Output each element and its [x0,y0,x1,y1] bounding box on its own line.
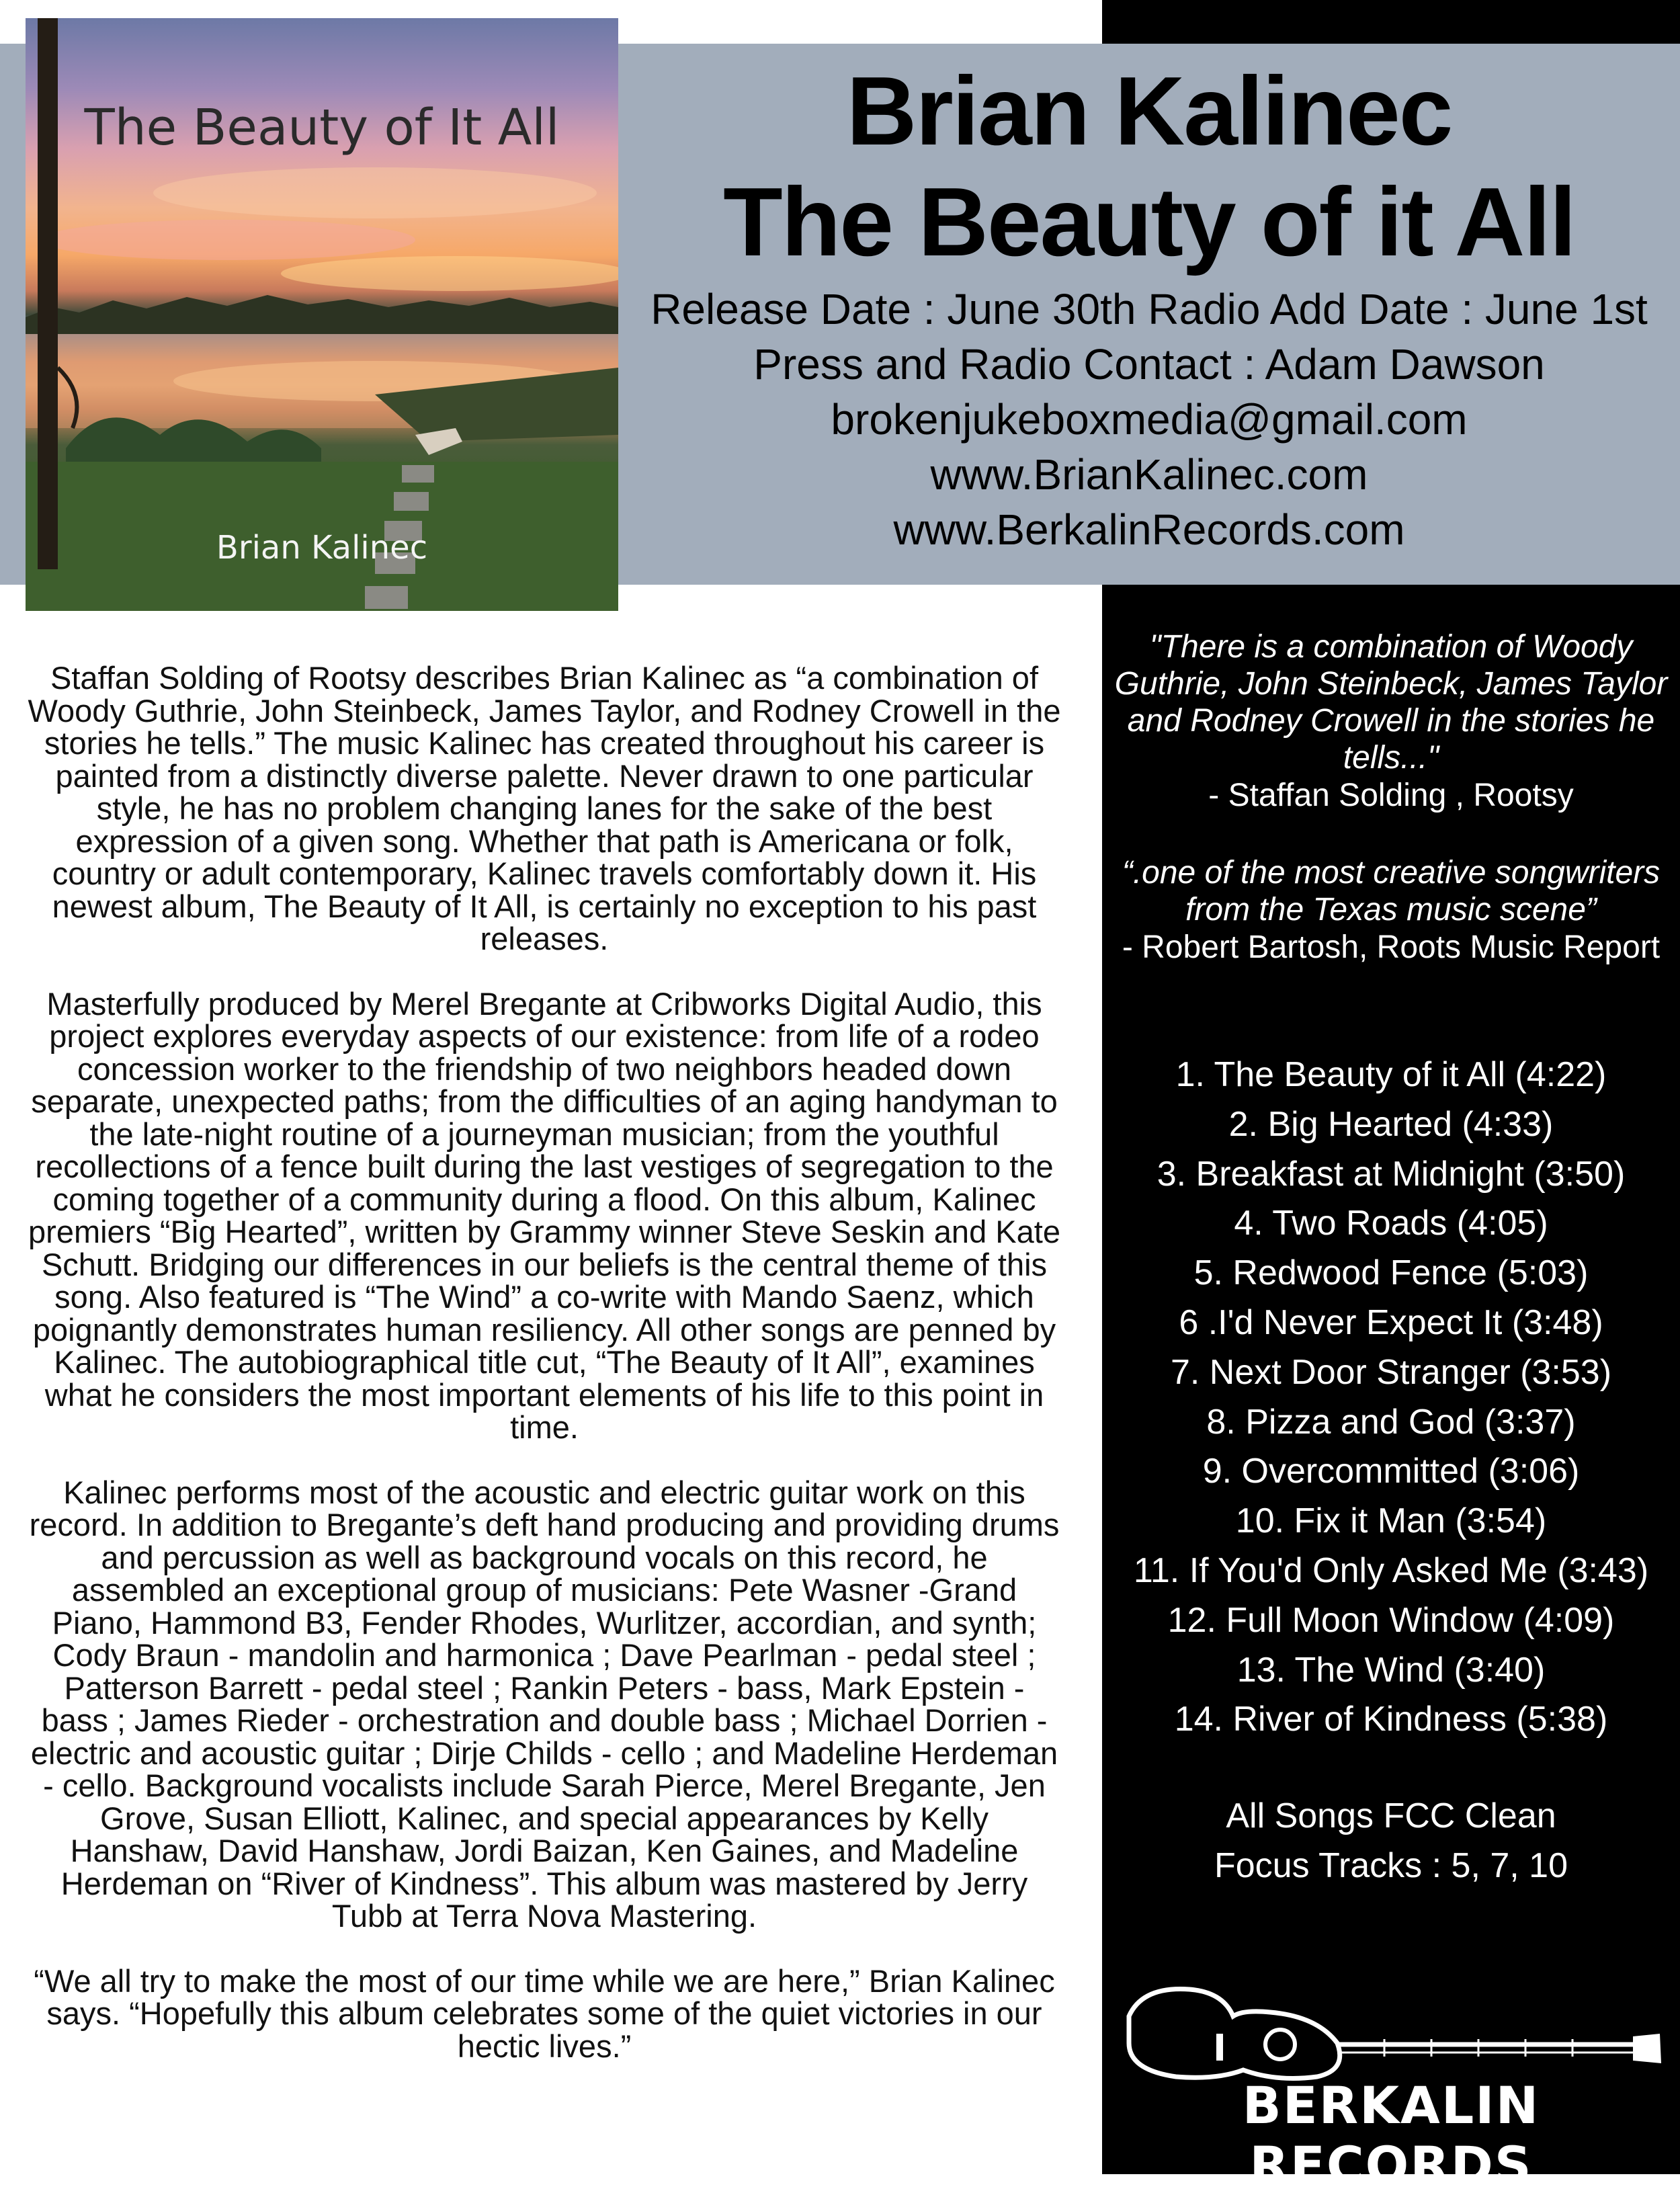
track-item: 12. Full Moon Window (4:09) [1167,1600,1615,1640]
album-cover [26,18,618,611]
quote-text-2: “.one of the most creative songwriters from the Texas music scene” [1122,855,1661,927]
label-logo [1116,1969,1667,2195]
track-item: 11. If You'd Only Asked Me (3:43) [1133,1550,1649,1590]
track-item: 8. Pizza and God (3:37) [1206,1402,1576,1442]
body-paragraph-2: Masterfully produced by Merel Bregante at Cribworks Digital Audio, this project explores everyday aspects of our existence: from life of a rodeo concession worker to the friendship of two neighbors headed down separate, unexpected paths; from the difficulties of an aging handyman to the late-night routine of a journeyman musician; from the youthful recollections of a fence built during the last vestiges of segregation to the coming together of a community during a flood. On this album, Kalinec premiers “Big Hearted”, written by Grammy winner Steve Seskin and Kate Schutt. Bridging our differences in our beliefs is the central theme of this song. Also featured is “The Wind” a co-write with Mando Saenz, which poignantly demonstrates human resiliency. All other songs are penned by Kalinec. The autobiographical title cut, “The Beauty of It All”, examines what he considers the most important elements of his life to this point in time. [28,985,1060,1445]
track-item: 6 .I'd Never Expect It (3:48) [1179,1302,1603,1342]
body-paragraph-3: Kalinec performs most of the acoustic and electric guitar work on this record. In addition to Bregante’s deft hand producing and providing drums and percussion as well as background vocals on this record, he assembled an exceptional group of musicians: Pete Wasner -Grand Piano, Hammond B3, Fender Rhodes, Wurlitzer, accordian, and synth; Cody Braun - mandolin and harmonica ; Dave Pearlman - pedal steel ; Patterson Barrett - pedal steel ; Rankin Peters - bass, Mark Epstein - bass ; James Rieder - orchestration and double bass ; Michael Dorrien - electric and acoustic guitar ; Dirje Childs - cello ; and Madeline Herdeman - cello. Background vocalists include Sarah Pierce, Merel Bregante, Jen Grove, Susan Elliott, Kalinec, and special appearances by Kelly Hanshaw, David Hanshaw, Jordi Baizan, Ken Gaines, and Madeline Herdeman on “River of Kindness”. This album was mastered by Jerry Tubb at Terra Nova Mastering. [29,1474,1060,1934]
cover-artist: Brian Kalinec [216,529,428,567]
quote-source-1: - Staffan Solding , Rootsy [1208,778,1574,813]
label-website-link[interactable]: www.BerkalinRecords.com [893,505,1405,554]
label-name: BERKALIN RECORDS [1242,2075,1540,2195]
track-item: 10. Fix it Man (3:54) [1235,1501,1547,1541]
cover-title: The Beauty of It All [84,99,560,157]
press-quotes [1109,628,1673,967]
body-paragraph-4: “We all try to make the most of our time while we are here,” Brian Kalinec says. “Hopefully this album celebrates some of the quiet victories in our hectic lives.” [34,1962,1055,2064]
track-item: 1. The Beauty of it All (4:22) [1175,1055,1607,1094]
press-contact: Press and Radio Contact : Adam Dawson [753,340,1545,388]
track-item: 2. Big Hearted (4:33) [1228,1104,1554,1144]
focus-tracks-note: Focus Tracks : 5, 7, 10 [1214,1846,1568,1885]
fcc-clean-note: All Songs FCC Clean [1226,1796,1556,1835]
track-item: 13. The Wind (3:40) [1236,1650,1546,1690]
track-item: 9. Overcommitted (3:06) [1202,1452,1580,1491]
radio-notes [1109,1791,1673,1891]
album-title: The Beauty of it All [723,167,1575,276]
track-item: 4. Two Roads (4:05) [1234,1204,1548,1243]
artist-website-link[interactable]: www.BrianKalinec.com [930,450,1368,499]
guitar-icon [1116,1969,1667,2083]
header-text [645,56,1653,557]
press-release-body [27,662,1062,2095]
release-info: Release Date : June 30th Radio Add Date : June 1st [650,285,1648,333]
track-item: 14. River of Kindness (5:38) [1174,1700,1608,1739]
tracklist [1109,1050,1673,1745]
track-item: 7. Next Door Stranger (3:53) [1170,1352,1612,1392]
body-paragraph-1: Staffan Solding of Rootsy describes Brian Kalinec as “a combination of Woody Guthrie, John Steinbeck, James Taylor, and Rodney Crowell in the stories he tells.” The music Kalinec has created throughout his career is painted from a distinctly diverse palette. Never drawn to one particular style, he has no problem changing lanes for the sake of the best expression of a given song. Whether that path is Americana or folk, country or adult contemporary, Kalinec travels comfortably down it. His newest album, The Beauty of It All, is certainly no exception to his past releases. [28,660,1061,956]
quote-source-2: - Robert Bartosh, Roots Music Report [1122,929,1661,965]
track-item: 5. Redwood Fence (5:03) [1193,1253,1589,1293]
quote-text-1: "There is a combination of Woody Guthrie, John Steinbeck, James Taylor and Rodney Crowell in the stories he tells..." [1114,629,1668,776]
artist-name: Brian Kalinec [846,56,1452,165]
track-item: 3. Breakfast at Midnight (3:50) [1157,1154,1626,1194]
contact-email[interactable]: brokenjukeboxmedia@gmail.com [831,395,1468,444]
